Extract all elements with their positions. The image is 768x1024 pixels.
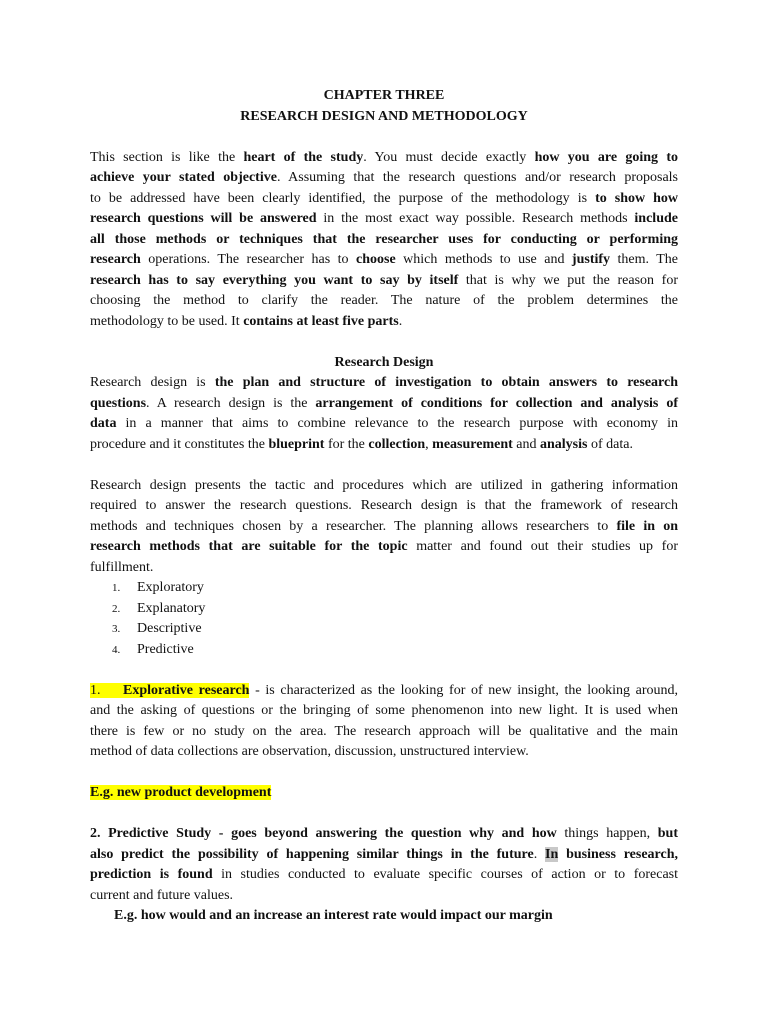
- explorative-line-2: and the asking of questions or the bringing of some phenomenon into new light. It is used when: [90, 703, 678, 718]
- intro-line-1: This section is like the heart of the study. You must decide exactly how you are going to: [90, 150, 678, 165]
- rd-p2-line-5: fulfillment.: [90, 560, 154, 575]
- intro-line-5: all those methods or techniques that the researcher uses for conducting or performing: [90, 232, 678, 247]
- rd-p1-line-1: Research design is the plan and structure of investigation to obtain answers to research: [90, 375, 678, 390]
- list-item: 4. Predictive: [112, 642, 194, 657]
- chapter-title: RESEARCH DESIGN AND METHODOLOGY: [240, 109, 528, 124]
- intro-line-2: achieve your stated objective. Assuming that the research questions and/or research proposals: [90, 170, 678, 185]
- rd-p1-line-4: procedure and it constitutes the blueprint for the collection, measurement and analysis of data.: [90, 437, 633, 452]
- rd-p2-line-2: required to answer the research questions. Research design is that the framework of research: [90, 498, 678, 513]
- research-design-heading: Research Design: [334, 355, 434, 370]
- rd-p1-line-3: data in a manner that aims to combine relevance to the research purpose with economy in: [90, 416, 678, 431]
- rd-p2-line-4: research methods that are suitable for the topic matter and found out their studies up for: [90, 539, 678, 554]
- intro-line-4: research questions will be answered in the most exact way possible. Research methods include: [90, 211, 678, 226]
- list-item: 1. Exploratory: [112, 580, 204, 595]
- intro-line-8: choosing the method to clarify the reader. The nature of the problem determines the: [90, 293, 678, 308]
- predictive-example: E.g. how would and an increase an interest rate would impact our margin: [114, 908, 553, 923]
- intro-line-7: research has to say everything you want to say by itself that is why we put the reason for: [90, 273, 678, 288]
- rd-p2-line-3: methods and techniques chosen by a researcher. The planning allows researchers to file in on: [90, 519, 679, 534]
- rd-p1-line-2: questions. A research design is the arrangement of conditions for collection and analysis of: [90, 396, 678, 411]
- intro-line-9: methodology to be used. It contains at least five parts.: [90, 314, 403, 329]
- predictive-line-3: prediction is found in studies conducted to evaluate specific courses of action or to forecast: [90, 867, 679, 882]
- explorative-line-3: there is few or no study on the area. The research approach will be qualitative and the main: [90, 724, 678, 739]
- chapter-heading: CHAPTER THREE: [323, 88, 445, 103]
- explorative-line-1: 1. Explorative research - is characterized as the looking for of new insight, the looking around,: [90, 683, 679, 698]
- list-item: 2. Explanatory: [112, 601, 206, 616]
- intro-line-6: research operations. The researcher has to choose which methods to use and justify them. The: [90, 252, 678, 267]
- predictive-line-1: 2. Predictive Study - goes beyond answering the question why and how things happen, but: [90, 826, 678, 841]
- predictive-line-2: also predict the possibility of happening similar things in the future. In business research,: [90, 847, 679, 862]
- rd-p2-line-1: Research design presents the tactic and procedures which are utilized in gathering information: [90, 478, 678, 493]
- predictive-line-4: current and future values.: [90, 888, 234, 903]
- intro-line-3: to be addressed have been clearly identified, the purpose of the methodology is to show how: [90, 191, 679, 206]
- explorative-line-4: method of data collections are observation, discussion, unstructured interview.: [90, 744, 529, 759]
- list-item: 3. Descriptive: [112, 621, 202, 636]
- explorative-example: E.g. new product development: [90, 785, 272, 800]
